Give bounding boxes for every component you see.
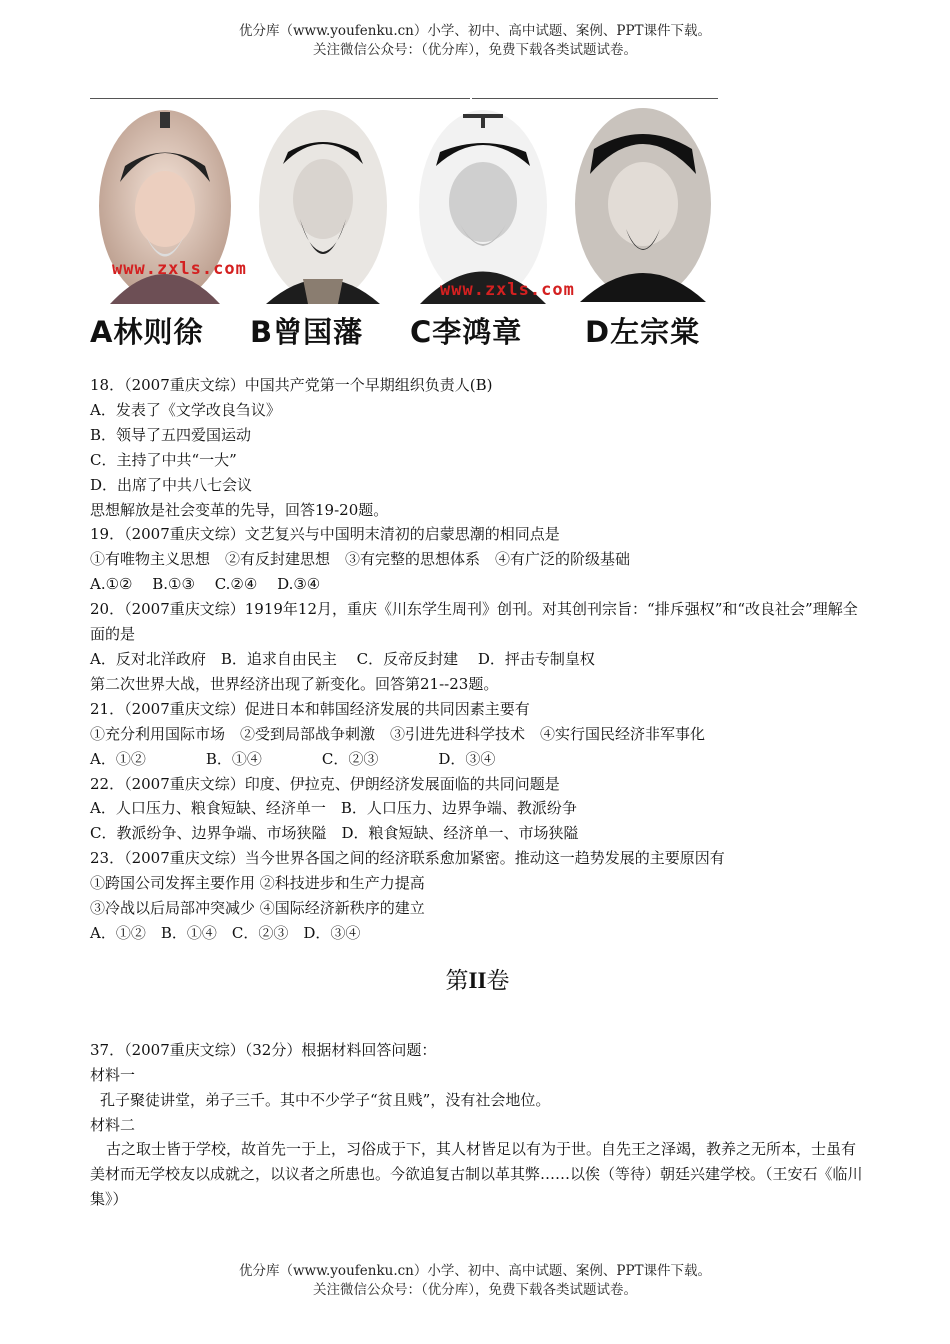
header-line-2: 关注微信公众号：（优分库），免费下载各类试题试卷。 bbox=[313, 42, 637, 58]
q23-options: A．①② B．①④ C．②③ D．③④ bbox=[90, 923, 361, 942]
q18-option-b: B．领导了五四爱国运动 bbox=[90, 425, 252, 444]
material-1-text: 孔子聚徒讲堂，弟子三千。其中不少学子“贫且贱”，没有社会地位。 bbox=[100, 1090, 551, 1109]
q21-stem: 21．（2007重庆文综）促进日本和韩国经济发展的共同因素主要有 bbox=[90, 699, 530, 718]
section-title-roman: II bbox=[468, 967, 487, 993]
portrait-zuo-zongtang bbox=[568, 104, 718, 309]
caption-a: A林则徐 bbox=[90, 315, 204, 349]
q21-options: A．①② B．①④ C．②③ D．③④ bbox=[90, 749, 496, 768]
portraits-figure bbox=[90, 104, 720, 350]
q18-stem: 18．（2007重庆文综）中国共产党第一个早期组织负责人(B) bbox=[90, 376, 493, 394]
q19-items: ①有唯物主义思想 ②有反封建思想 ③有完整的思想体系 ④有广泛的阶级基础 bbox=[90, 550, 631, 569]
intro-19-20: 思想解放是社会变革的先导，回答19-20题。 bbox=[90, 500, 389, 519]
caption-d: D左宗棠 bbox=[585, 315, 701, 349]
q37-stem: 37．（2007重庆文综）（32分）根据材料回答问题： bbox=[90, 1040, 437, 1059]
q20-stem: 20．（2007重庆文综）1919年12月，重庆《川东学生周刊》创刊。对其创刊宗旨：“排斥强权”和“改良社会”理解全面的是 bbox=[90, 600, 858, 644]
q23-items-1: ①跨国公司发挥主要作用 ②科技进步和生产力提高 bbox=[90, 874, 425, 893]
q19-options: A.①② B.①③ C.②④ D.③④ bbox=[90, 575, 321, 594]
header-line-1: 优分库（www.youfenku.cn）小学、初中、高中试题、案例、PPT课件下载。 bbox=[238, 23, 712, 39]
footer-line-2: 关注微信公众号：（优分库），免费下载各类试题试卷。 bbox=[313, 1282, 637, 1298]
q22-stem: 22．（2007重庆文综）印度、伊拉克、伊朗经济发展面临的共同问题是 bbox=[90, 774, 560, 793]
section-title-pre: 第 bbox=[445, 967, 469, 994]
section-title-post: 卷 bbox=[486, 967, 510, 994]
question-content bbox=[90, 373, 865, 1212]
q22-options-2: C．教派纷争、边界争端、市场狭隘 D．粮食短缺、经济单一、市场狭隘 bbox=[90, 824, 579, 843]
watermark-1: www.zxls.com bbox=[112, 259, 247, 279]
q22-options-1: A．人口压力、粮食短缺、经济单一 B．人口压力、边界争端、教派纷争 bbox=[90, 799, 577, 818]
q23-items-2: ③冷战以后局部冲突减少 ④国际经济新秩序的建立 bbox=[90, 899, 425, 918]
q18-option-a: A．发表了《文学改良刍议》 bbox=[90, 400, 281, 419]
divider-right bbox=[472, 98, 718, 99]
material-2-label: 材料二 bbox=[90, 1115, 136, 1134]
q18-option-d: D．出席了中共八七会议 bbox=[90, 475, 253, 494]
section-title bbox=[90, 966, 865, 996]
intro-21-23: 第二次世界大战，世界经济出现了新变化。回答第21--23题。 bbox=[90, 674, 499, 693]
page-header bbox=[0, 22, 950, 60]
material-2-text: 古之取士皆于学校，故首先一于上，习俗成于下，其人材皆足以有为于世。自先王之泽竭，教养之无所本，士虽有美材而无学校友以成就之，以议者之所患也。今欲追复古制以革其弊……以俟（等待）朝廷兴建学校。（王安石《临川集》） bbox=[90, 1140, 863, 1209]
watermark-2: www.zxls.com bbox=[440, 280, 575, 300]
portrait-zeng-guofan bbox=[248, 104, 398, 309]
divider-left bbox=[90, 98, 470, 99]
q23-stem: 23．（2007重庆文综）当今世界各国之间的经济联系愈加紧密。推动这一趋势发展的主要原因有 bbox=[90, 849, 725, 868]
q19-stem: 19．（2007重庆文综）文艺复兴与中国明末清初的启蒙思潮的相同点是 bbox=[90, 525, 560, 544]
caption-b: B曾国藩 bbox=[250, 315, 364, 349]
footer-line-1: 优分库（www.youfenku.cn）小学、初中、高中试题、案例、PPT课件下载。 bbox=[238, 1263, 712, 1279]
q20-options: A．反对北洋政府 B．追求自由民主 C．反帝反封建 D．抨击专制皇权 bbox=[90, 649, 595, 668]
caption-c: C李鸿章 bbox=[410, 315, 523, 349]
q21-items: ①充分利用国际市场 ②受到局部战争刺激 ③引进先进科学技术 ④实行国民经济非军事化 bbox=[90, 724, 706, 743]
portrait-li-hongzhang bbox=[408, 104, 558, 309]
material-1-label: 材料一 bbox=[90, 1065, 136, 1084]
page-footer bbox=[0, 1262, 950, 1300]
q18-option-c: C．主持了中共“一大” bbox=[90, 450, 237, 469]
